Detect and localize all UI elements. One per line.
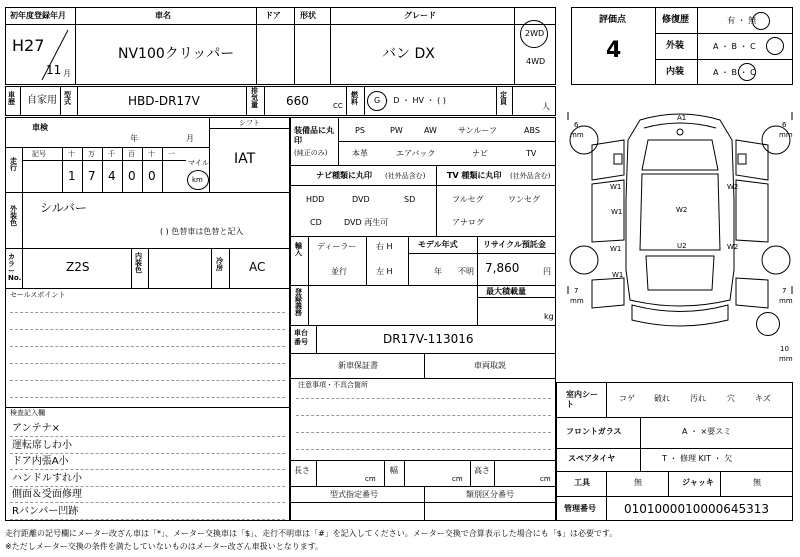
equip-item: TV [526, 149, 537, 158]
color-value: シルバー [40, 201, 87, 215]
diag-six-left-mm: mm [570, 131, 584, 139]
repair-none-circle [752, 12, 770, 30]
odo-digit: 1 [68, 169, 76, 183]
year-value: H27 [12, 36, 45, 55]
equip-item: 本革 [352, 149, 368, 158]
tv-item: ワンセグ [508, 195, 540, 204]
shaken-month-unit: 月 [186, 134, 194, 143]
row2 [5, 86, 556, 116]
nav-item: SD [404, 195, 416, 204]
inspection-item: アンテナ× [12, 423, 60, 434]
import-left-h: 左 H [376, 267, 393, 276]
model-year-unit: 年 [434, 267, 442, 276]
month-unit: 月 [63, 69, 71, 78]
use-value: 自家用 [27, 95, 57, 106]
inspection-line [10, 502, 285, 503]
model-value: HBD-DR17V [128, 94, 200, 108]
repair-options: 有 ・ 無 [727, 16, 757, 25]
import-right-h: 右 H [376, 242, 393, 251]
tools-label: 工具 [574, 478, 590, 487]
seat-item: コゲ [619, 394, 635, 403]
color-no-value: Z2S [66, 260, 90, 274]
grade-value: バン DX [382, 46, 435, 62]
odo-digit: 0 [128, 169, 136, 183]
displacement-label: 排気量 [251, 87, 258, 109]
equip-item: AW [424, 126, 437, 135]
glass-options: A ・ ×要スミ [682, 427, 732, 436]
color-no-label: カラーNo. [8, 253, 22, 282]
shaken-label: 車検 [32, 123, 48, 132]
odo-header: 百 [128, 150, 135, 158]
diagram-part-label: W1 [611, 208, 623, 216]
exterior-c-circle [766, 37, 784, 55]
mgmt-label: 管理番号 [564, 504, 596, 513]
inspection-label: 検査記入欄 [10, 409, 45, 417]
capacity-label: 定員 [500, 91, 507, 106]
color-label: 外装色 [10, 205, 17, 227]
type-spec-label: 型式指定番号 [330, 490, 378, 499]
seat-item: 穴 [727, 394, 735, 403]
diag-seven-left: 7 [574, 287, 579, 295]
interior-options: A ・ B ・ C [713, 68, 756, 77]
jack-value: 無 [753, 478, 761, 487]
drive-4wd: 4WD [526, 57, 546, 66]
km-circle [187, 170, 209, 190]
nav-item: HDD [306, 195, 325, 204]
odo-divider [162, 147, 163, 192]
fuel-label: 燃料 [351, 91, 358, 106]
chassis-label: 車台番号 [294, 329, 308, 347]
diagram-part-label: W2 [727, 183, 739, 191]
interior-b-circle [738, 63, 756, 81]
shift-value: IAT [234, 151, 256, 167]
odo-digit: 7 [88, 169, 96, 183]
length-cm: cm [365, 475, 376, 483]
spare-options: T ・ 修理 KIT ・ 欠 [662, 454, 733, 463]
nav-item: DVD [352, 195, 370, 204]
interior-label: 内装 [666, 67, 685, 77]
inspection-item: ドア内張A小 [12, 456, 69, 467]
recycle-yen: 円 [543, 267, 551, 276]
diag-seven-right-mm: mm [779, 297, 793, 305]
max-load-label: 最大積載量 [486, 287, 526, 296]
inspection-line [10, 486, 285, 487]
manual-label: 車両取説 [474, 361, 506, 370]
sales-point-label: セールスポイント [10, 291, 66, 299]
height-cm: cm [540, 475, 551, 483]
seat-item: 汚れ [690, 394, 706, 403]
inspection-item: Rバンパー凹跡 [12, 505, 79, 517]
shaken-year-unit: 年 [130, 134, 138, 143]
equip-item: サンルーフ [458, 126, 497, 135]
width-cm: cm [452, 475, 463, 483]
import-parallel: 並行 [331, 267, 347, 276]
odo-divider [82, 147, 83, 192]
jack-label: ジャッキ [682, 478, 714, 487]
odo-digit: 0 [148, 169, 156, 183]
odo-label: 走行 [10, 157, 17, 172]
import-dealer: ディーラー [317, 242, 357, 251]
recycle-label: リサイクル預託金 [483, 240, 546, 249]
inspection-line [10, 436, 285, 437]
diag-seven-left-mm: mm [570, 297, 584, 305]
width-label: 幅 [390, 466, 398, 475]
glass-label: フロントガラス [566, 427, 622, 436]
inspection-line [10, 453, 285, 454]
diag-right-bumper-circle [756, 312, 780, 336]
diagram-part-label: A1 [677, 114, 687, 122]
inspection-line [10, 469, 285, 470]
odo-divider [62, 147, 63, 192]
seat-item: 破れ [654, 394, 670, 403]
nav-label: ナビ種類に丸印 [316, 171, 372, 180]
odo-header: 十 [148, 150, 155, 158]
first-reg-label: 初年度登録年月 [10, 11, 66, 20]
height-label: 高さ [474, 466, 490, 475]
odo-header: 十 [68, 150, 75, 158]
odo-divider [122, 147, 123, 192]
nav-sub: (社外品含む) [385, 172, 426, 180]
score-label: 評価点 [599, 15, 627, 25]
model-year-unknown: 不明 [458, 267, 474, 276]
odo-divider [102, 147, 103, 192]
inspection-line [10, 519, 285, 520]
inspection-item: 運転席しわ小 [12, 439, 72, 451]
inspection-item: 側面＆受面修理 [12, 489, 82, 500]
interior-color-label: 内装色 [135, 252, 142, 274]
mgmt-value: 0101000010000645313 [624, 502, 770, 516]
nav-item: CD [310, 218, 322, 227]
warranty-label: 新車保証書 [338, 361, 378, 370]
month-value: 11 [46, 63, 62, 77]
use-label: 車歴 [8, 91, 15, 106]
equip-item: PW [390, 126, 403, 135]
score-value: 4 [606, 38, 622, 63]
color-note: ( ) 色替車は色替と記入 [160, 227, 244, 236]
ac-value: AC [249, 260, 266, 274]
odo-digit: 4 [108, 169, 116, 183]
tv-sub: (社外品含む) [510, 172, 551, 180]
reg-label: 登録義務 [295, 288, 302, 317]
shape-label: 形状 [300, 11, 316, 20]
diagram-part-label: W2 [727, 243, 739, 251]
fuel-g-circle [367, 91, 387, 111]
diag-six-right: 6 [782, 121, 787, 129]
km-label: km [192, 176, 203, 184]
repair-label: 修復歴 [662, 15, 690, 25]
exterior-options: A ・ B ・ C [713, 42, 756, 51]
spare-label: スペアタイヤ [568, 454, 616, 463]
drive-2wd: 2WD [525, 29, 545, 38]
cc-unit: CC [333, 102, 343, 110]
fuel-options: G ・ D ・ HV ・ ( ) [374, 96, 446, 105]
exterior-label: 外装 [666, 41, 685, 51]
model-year-label: モデル年式 [418, 240, 458, 249]
import-label: 輸入 [295, 242, 302, 257]
odo-divider [142, 147, 143, 192]
tv-item: フルセグ [452, 195, 484, 204]
seat-item: キズ [755, 394, 771, 403]
diag-ten-right-mm: mm [779, 355, 793, 363]
diag-ten-right: 10 [780, 345, 789, 353]
tv-item: アナログ [452, 218, 484, 227]
equip-item: ABS [524, 126, 540, 135]
car-name-value: NV100クリッパー [118, 46, 235, 62]
nav-item: DVD 再生可 [344, 218, 389, 227]
diag-six-left: 6 [574, 121, 579, 129]
car-name-label: 車名 [155, 11, 171, 20]
diagram-part-label: W1 [610, 183, 622, 191]
diag-six-right-mm: mm [779, 131, 793, 139]
chassis-value: DR17V-113016 [383, 332, 474, 346]
tv-label: TV 種類に丸印 [447, 171, 502, 180]
capacity-unit: 人 [542, 102, 550, 111]
odo-header: 万 [88, 150, 95, 158]
tools-value: 無 [634, 478, 642, 487]
ac-label: 冷房 [216, 257, 223, 272]
door-label: ドア [265, 11, 281, 20]
model-label: 型式 [64, 91, 71, 106]
grade-label: グレード [404, 11, 436, 20]
equip-item: ナビ [472, 149, 488, 158]
displacement-value: 660 [286, 94, 309, 108]
diagram-part-label: W1 [610, 245, 622, 253]
footer-line2: ※ただしメーター交換の条件を満たしていないものはメーター改ざん車扱いとなります。 [5, 542, 324, 551]
notes-label: 注意事項・不具合箇所 [298, 381, 368, 389]
odo-header: 千 [108, 150, 115, 158]
odo-header: 一 [168, 150, 175, 158]
mile-label: マイル [188, 159, 209, 167]
equip-sub: (純正のみ) [294, 149, 328, 157]
seat-label: 室内シート [566, 390, 598, 410]
odo-sign-label: 記号 [32, 150, 46, 158]
equip-label: 装備品に丸印 [294, 126, 334, 145]
max-load-kg: kg [544, 312, 554, 321]
diagram-part-label: W2 [676, 206, 688, 214]
inspection-item: ハンドルすれ小 [12, 472, 82, 484]
category-label: 類別区分番号 [466, 490, 514, 499]
recycle-value: 7,860 [485, 261, 520, 275]
equip-item: エアバック [396, 149, 436, 158]
shift-label: シフト [239, 119, 260, 127]
footer-line1: 走行距離の記号欄にメーター改ざん車は「*」、メーター交換車は「$」、走行不明車は「#」を記入してください。メーター交換で合算表示した場合にも「$」は必要です。 [5, 529, 618, 538]
length-label: 長さ [294, 466, 310, 475]
diag-seven-right: 7 [782, 287, 787, 295]
diagram-part-label: U2 [677, 242, 687, 250]
equip-item: PS [355, 126, 365, 135]
diagram-part-label: W1 [612, 271, 624, 279]
